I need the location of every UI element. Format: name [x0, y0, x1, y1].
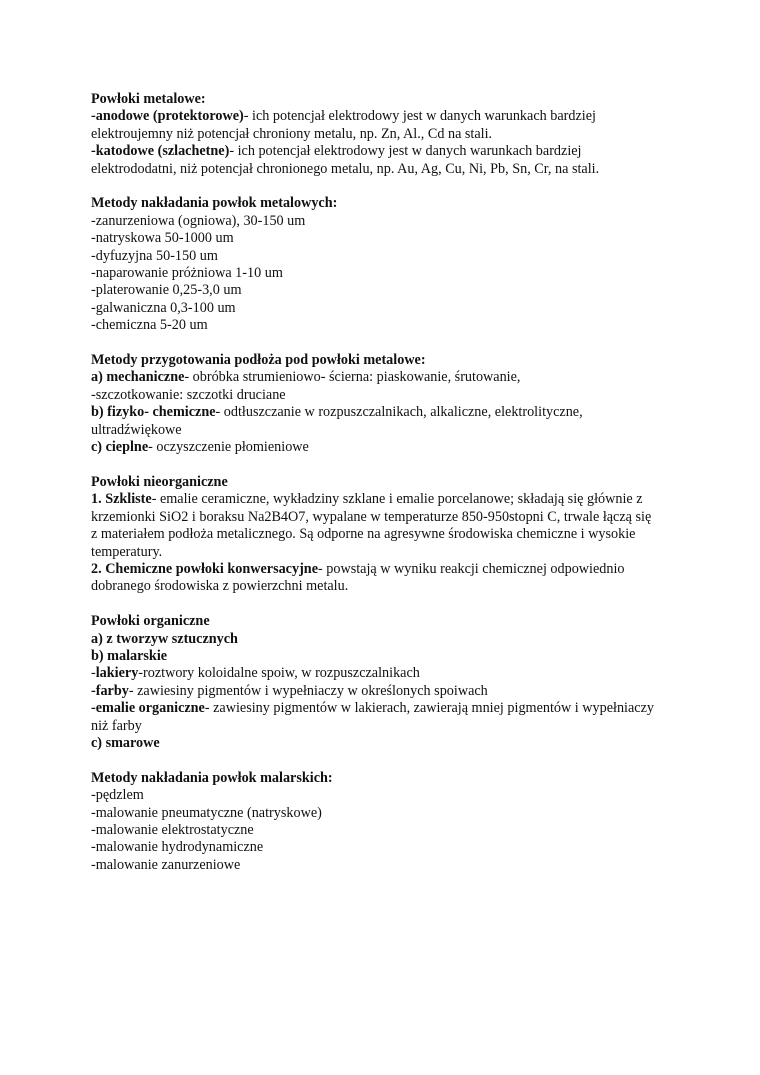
text-line [91, 439, 711, 456]
section-heading-text: Powłoki metalowe: [91, 91, 206, 107]
section-heading [91, 352, 711, 369]
body-text: - zawiesiny pigmentów w lakierach, zawierają mniej pigmentów i wypełniaczy [204, 700, 654, 717]
bold-text: b) malarskie [91, 647, 168, 664]
body-text: elektrododatni, niż potencjał chronionego metalu, np. Au, Ag, Cu, Ni, Pb, Sn, Cr, na stali. [91, 160, 600, 177]
body-text: -malowanie zanurzeniowe [91, 856, 241, 873]
bold-text: -farby [91, 682, 129, 699]
paragraph-gap [91, 752, 711, 769]
bold-text: 1. Szkliste [91, 491, 152, 508]
paragraph-gap [91, 178, 711, 195]
text-line [91, 387, 711, 404]
paragraph-gap [91, 596, 711, 613]
body-text: -chemiczna 5-20 um [91, 317, 208, 334]
text-line [91, 143, 711, 160]
body-text: -naparowanie próżniowa 1-10 um [91, 265, 283, 282]
bold-text: -emalie organiczne [91, 700, 205, 717]
body-text: -roztwory koloidalne spoiw, w rozpuszczalnikach [138, 665, 420, 682]
body-text: ultradźwiękowe [91, 421, 182, 438]
bold-text: lakiery [95, 665, 139, 682]
text-line [91, 700, 711, 717]
text-line [91, 648, 711, 665]
section-heading-text: Metody nakładania powłok metalowych: [91, 195, 338, 212]
body-text: - ich potencjał elektrodowy jest w danych warunkach bardziej [243, 108, 596, 125]
bold-text: -anodowe (protektorowe) [91, 108, 244, 125]
body-text: - [91, 665, 96, 682]
text-line [91, 544, 711, 561]
body-text: temperatury. [91, 543, 163, 560]
text-line [91, 404, 711, 421]
paragraph-gap [91, 335, 711, 352]
body-text: - ich potencjał elektrodowy jest w danych warunkach bardziej [229, 143, 582, 160]
text-line [91, 248, 711, 265]
text-line [91, 665, 711, 682]
section-heading-text: Powłoki nieorganiczne [91, 473, 228, 490]
body-text: -pędzlem [91, 787, 144, 804]
bold-text: c) smarowe [91, 734, 160, 751]
text-line [91, 683, 711, 700]
text-line [91, 561, 711, 578]
paragraph-gap [91, 457, 711, 474]
text-line [91, 509, 711, 526]
document-page [91, 91, 711, 874]
bold-text: a) mechaniczne [91, 369, 185, 386]
text-line [91, 282, 711, 299]
body-text: -malowanie hydrodynamiczne [91, 839, 264, 856]
text-line [91, 735, 711, 752]
section-heading-text: Powłoki organiczne [91, 613, 210, 630]
text-line [91, 822, 711, 839]
section-heading [91, 195, 711, 212]
body-text: - obróbka strumieniowo- ścierna: piaskowanie, śrutowanie, [184, 369, 521, 386]
body-text: z materiałem podłoża metalicznego. Są odporne na agresywne środowiska chemiczne i wysokie [91, 526, 636, 543]
text-line [91, 161, 711, 178]
section-heading [91, 613, 711, 630]
body-text: - powstają w wyniku reakcji chemicznej odpowiednio [318, 560, 625, 577]
body-text: -galwaniczna 0,3-100 um [91, 299, 236, 316]
text-line [91, 787, 711, 804]
body-text: -malowanie pneumatyczne (natryskowe) [91, 804, 322, 821]
section-heading-text: Metody przygotowania podłoża pod powłoki metalowe: [91, 352, 426, 369]
body-text: -natryskowa 50-1000 um [91, 230, 234, 247]
body-text: -szczotkowanie: szczotki druciane [91, 386, 286, 403]
bold-text: 2. Chemiczne powłoki konwersacyjne [91, 560, 318, 577]
text-line [91, 317, 711, 334]
section-heading [91, 770, 711, 787]
bold-text: c) cieplne [91, 439, 149, 456]
body-text: - emalie ceramiczne, wykładziny szklane i emalie porcelanowe; składają się głównie z [151, 491, 643, 508]
text-line [91, 213, 711, 230]
body-text: - odtłuszczanie w rozpuszczalnikach, alkaliczne, elektrolityczne, [215, 404, 583, 421]
text-line [91, 526, 711, 543]
body-text: -malowanie elektrostatyczne [91, 821, 254, 838]
text-line [91, 108, 711, 125]
text-line [91, 857, 711, 874]
text-line [91, 422, 711, 439]
body-text: - zawiesiny pigmentów i wypełniaczy w określonych spoiwach [128, 682, 488, 699]
text-line [91, 126, 711, 143]
text-line [91, 491, 711, 508]
text-line [91, 578, 711, 595]
text-line [91, 631, 711, 648]
text-line [91, 369, 711, 386]
text-line [91, 718, 711, 735]
text-line [91, 265, 711, 282]
text-line [91, 839, 711, 856]
body-text: -zanurzeniowa (ogniowa), 30-150 um [91, 212, 306, 229]
body-text: -dyfuzyjna 50-150 um [91, 247, 218, 264]
text-line [91, 805, 711, 822]
section-heading-text: Metody nakładania powłok malarskich: [91, 769, 333, 786]
body-text: niż farby [91, 717, 142, 734]
section-heading [91, 474, 711, 491]
section-heading [91, 91, 711, 108]
bold-text: -katodowe (szlachetne) [91, 143, 230, 160]
body-text: - oczyszczenie płomieniowe [148, 439, 309, 456]
text-line [91, 300, 711, 317]
body-text: dobranego środowiska z powierzchni metalu. [91, 578, 349, 595]
bold-text: b) fizyko- chemiczne [91, 404, 216, 421]
body-text: elektroujemny niż potencjał chroniony metalu, np. Zn, Al., Cd na stali. [91, 125, 493, 142]
bold-text: a) z tworzyw sztucznych [91, 630, 238, 647]
text-line [91, 230, 711, 247]
body-text: -platerowanie 0,25-3,0 um [91, 282, 242, 299]
body-text: krzemionki SiO2 i boraksu Na2B4O7, wypalane w temperaturze 850-950stopni C, trwale łączą się [91, 508, 652, 525]
